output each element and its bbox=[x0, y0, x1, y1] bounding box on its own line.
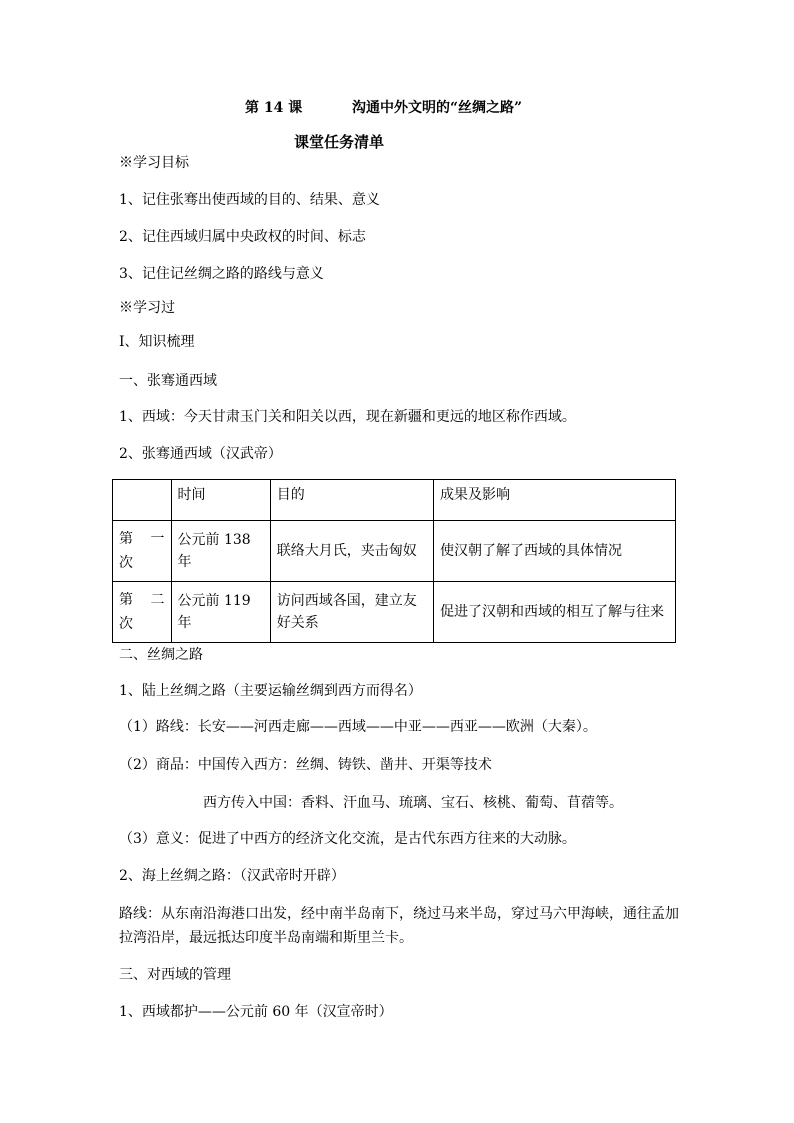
knowledge-heading: Ⅰ、知识梳理 bbox=[119, 334, 195, 350]
zhangqian-table bbox=[112, 479, 676, 643]
time-cell: 公元前 119 年 bbox=[171, 582, 270, 643]
zhangqian-heading: 2、张骞通西域（汉武帝） bbox=[119, 446, 282, 462]
table-row bbox=[113, 521, 676, 582]
route-line: （1）路线：长安——河西走廊——西域——中亚——西亚——欧洲（大秦）。 bbox=[119, 719, 597, 735]
purpose-cell: 联络大月氏，夹击匈奴 bbox=[270, 521, 433, 582]
section-heading-1: 一、张骞通西域 bbox=[119, 373, 217, 389]
result-cell: 使汉朝了解了西域的具体情况 bbox=[433, 521, 675, 582]
goods-in-line: 西方传入中国：香料、汗血马、琉璃、宝石、核桃、葡萄、苜蓿等。 bbox=[203, 795, 623, 811]
row-label-part: 次 bbox=[119, 555, 133, 571]
table-header-row bbox=[113, 480, 676, 521]
table-header-cell bbox=[113, 480, 172, 521]
table-row bbox=[113, 582, 676, 643]
row-label-cell bbox=[113, 582, 172, 643]
sea-route-paragraph: 路线：从东南沿海港口出发，经中南半岛南下，绕过马来半岛，穿过马六甲海峡，通往孟加拉湾沿岸，最远抵达印度半岛南端和斯里兰卡。 bbox=[119, 906, 679, 946]
lesson-title bbox=[0, 97, 794, 119]
table-header-cell: 目的 bbox=[270, 480, 433, 521]
row-label-part: 次 bbox=[119, 616, 133, 632]
meaning-line: （3）意义：促进了中西方的经济文化交流，是古代东西方往来的大动脉。 bbox=[119, 831, 576, 847]
purpose-cell: 访问西域各国，建立友好关系 bbox=[270, 582, 433, 643]
table-header-cell: 成果及影响 bbox=[433, 480, 675, 521]
xiyu-definition: 1、西域：今天甘肃玉门关和阳关以西，现在新疆和更远的地区称作西域。 bbox=[119, 409, 576, 425]
goals-heading: ※学习目标 bbox=[119, 155, 189, 171]
process-heading: ※学习过 bbox=[119, 300, 175, 316]
goal-item-1: 1、记住张骞出使西域的目的、结果、意义 bbox=[119, 192, 380, 208]
row-label-part: 第 bbox=[119, 592, 133, 608]
lesson-number: 第 14 课 bbox=[245, 100, 303, 116]
task-list-heading: 课堂任务清单 bbox=[294, 133, 385, 151]
result-cell: 促进了汉朝和西域的相互了解与往来 bbox=[433, 582, 675, 643]
section-heading-2: 二、丝绸之路 bbox=[119, 647, 203, 663]
time-cell: 公元前 138 年 bbox=[171, 521, 270, 582]
row-label-part: 一 bbox=[150, 531, 165, 547]
goal-item-3: 3、记住记丝绸之路的路线与意义 bbox=[119, 266, 324, 282]
row-label-part: 第 bbox=[119, 531, 133, 547]
row-label-part: 二 bbox=[150, 592, 165, 608]
table-header-cell: 时间 bbox=[171, 480, 270, 521]
lesson-name: 沟通中外文明的“丝绸之路” bbox=[352, 100, 523, 116]
row-label-cell bbox=[113, 521, 172, 582]
duhu-line: 1、西域都护——公元前 60 年（汉宣帝时） bbox=[119, 1004, 393, 1020]
sea-road-heading: 2、海上丝绸之路：（汉武帝时开辟） bbox=[119, 868, 345, 884]
land-road-heading: 1、陆上丝绸之路（主要运输丝绸到西方而得名） bbox=[119, 683, 422, 699]
section-heading-3: 三、对西域的管理 bbox=[119, 967, 231, 983]
goods-out-line: （2）商品：中国传入西方：丝绸、铸铁、凿井、开渠等技术 bbox=[119, 757, 492, 773]
goal-item-2: 2、记住西域归属中央政权的时间、标志 bbox=[119, 229, 366, 245]
